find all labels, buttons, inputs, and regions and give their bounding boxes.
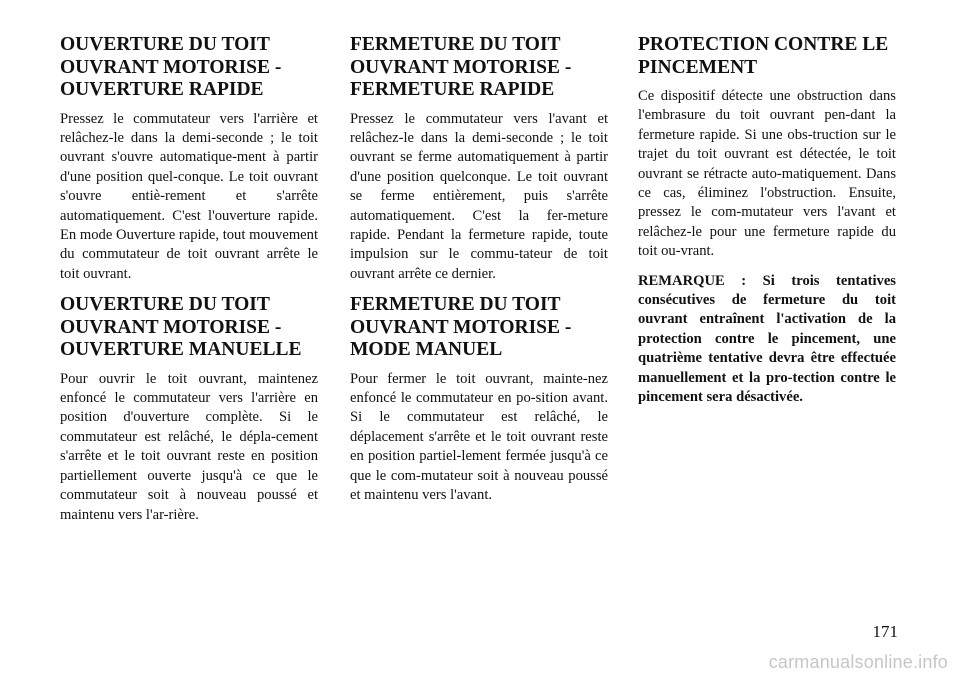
page-number: 171 [872, 622, 898, 641]
paragraph-manual-close: Pour fermer le toit ouvrant, mainte-nez enfoncé le commutateur en po-sition avant. Si le commutateur est relâché, le déplacement s'arrête et le toit ouvrant reste en position partiel-lement fermée jusqu'à ce que le com-mutateur soit à nouveau poussé et maintenu vers l'avant. [350, 370, 608, 504]
paragraph-quick-close: Pressez le commutateur vers l'avant et relâchez-le dans la demi-seconde ; le toit ouvrant se ferme automatiquement à partir d'une position quelconque. Le toit ouvrant se ferme entièrement, puis s'arrête automatiquement. C'est la fer-meture rapide. Pendant la fermeture rapide, toute impulsion sur le commu-tateur de toit ouvrant arrête ce dernier. [350, 110, 608, 282]
column-left [60, 34, 318, 535]
section-quick-close [350, 34, 608, 284]
heading-manual-close: FERMETURE DU TOIT OUVRANT MOTORISE - MODE MANUEL [350, 294, 572, 361]
paragraph-quick-open: Pressez le commutateur vers l'arrière et relâchez-le dans la demi-seconde ; le toit ouvrant s'ouvre automatique-ment à partir d'une position quel-conque. Le toit ouvrant s'ouvre entiè-rement et s'arrête automatiquement. C'est l'ouverture rapide. En mode Ouverture rapide, tout mouvement du commutateur de toit ouvrant arrête le toit ouvrant. [60, 110, 318, 282]
section-manual-close [350, 294, 608, 505]
paragraph-manual-open: Pour ouvrir le toit ouvrant, maintenez enfoncé le commutateur vers l'arrière en position d'ouverture complète. Si le commutateur est relâché, le dépla-cement s'arrête et le toit ouvrant reste en position partiellement ouverte jusqu'à ce que le commutateur soit à nouveau poussé et maintenu vers l'ar-rière. [60, 370, 318, 523]
watermark: carmanualsonline.info [768, 652, 948, 672]
heading-manual-open: OUVERTURE DU TOIT OUVRANT MOTORISE - OUVERTURE MANUELLE [60, 294, 302, 361]
section-quick-open [60, 34, 318, 284]
heading-pinch-protection: PROTECTION CONTRE LE PINCEMENT [638, 34, 889, 78]
section-pinch-protection [638, 34, 896, 262]
paragraph-pinch-protection: Ce dispositif détecte une obstruction dans l'embrasure du toit ouvrant pen-dant la fermeture rapide. Si une obs-truction sur le trajet du toit ouvrant est détectée, le toit ouvrant se rétracte auto-matiquement. Dans ce cas, éliminez l'obstruction. Ensuite, pressez le com-mutateur vers l'avant et relâchez-le pour une fermeture rapide du toit ou-vrant. [638, 88, 896, 260]
heading-quick-close: FERMETURE DU TOIT OUVRANT MOTORISE - FERMETURE RAPIDE [350, 34, 572, 100]
note-remark: REMARQUE : Si trois tentatives consécutives de fermeture du toit ouvrant entraînent l'activation de la protection contre le pincement, une quatrième tentative devra être effectuée manuellement et la pro-tection contre le pincement sera désactivée. [638, 272, 896, 406]
column-middle [350, 34, 608, 516]
heading-quick-open: OUVERTURE DU TOIT OUVRANT MOTORISE - OUVERTURE RAPIDE [60, 34, 282, 100]
column-right [638, 34, 896, 418]
section-manual-open [60, 294, 318, 525]
